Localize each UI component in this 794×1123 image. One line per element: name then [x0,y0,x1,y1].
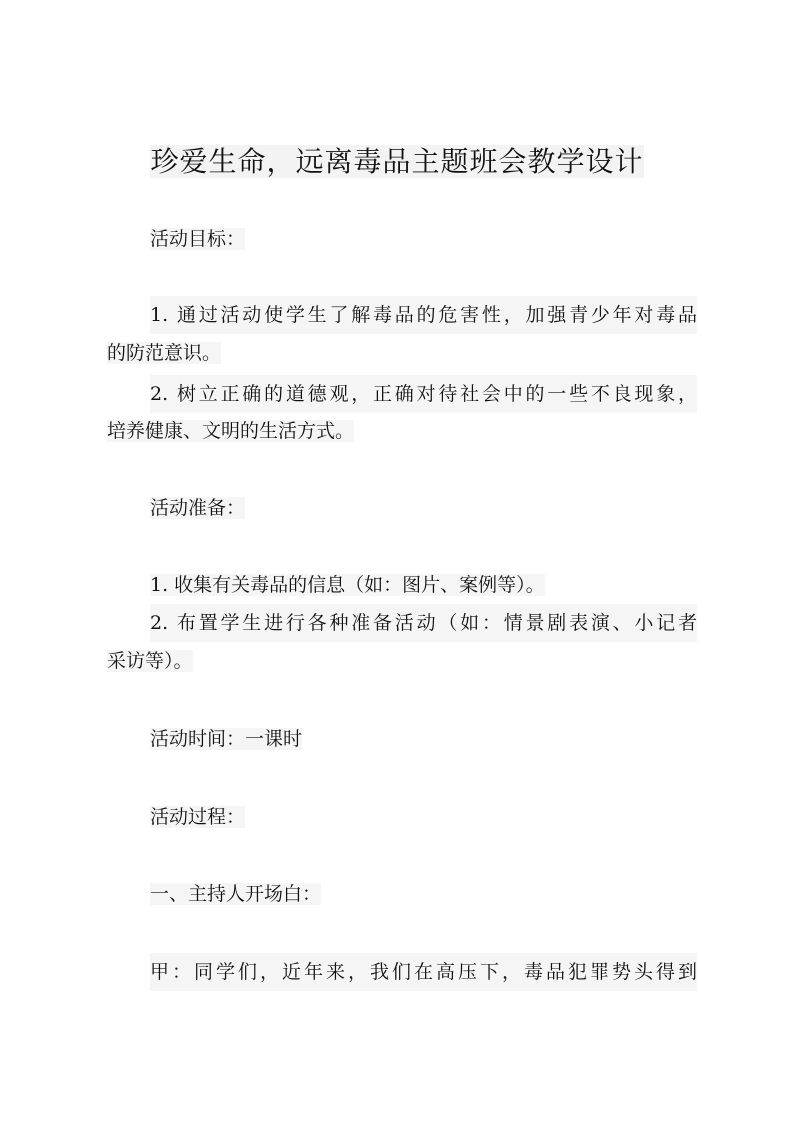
document-title-text: 珍爱生命，远离毒品主题班会教学设计 [150,145,644,178]
section-1-heading: 一、主持人开场白： [150,883,322,905]
goal-1-line-1: 1. 通过活动使学生了解毒品的危害性，加强青少年对毒品 [150,296,697,334]
time-line: 活动时间：一课时 [150,728,303,750]
prep-item-2-line-1: 2. 布置学生进行各种准备活动（如：情景剧表演、小记者 [150,604,697,642]
document-title [0,142,794,182]
prep-item-2-line-2: 采访等）。 [107,650,193,672]
process-heading: 活动过程： [150,806,246,828]
speech-line-1: 甲：同学们，近年来，我们在高压下，毒品犯罪势头得到 [150,953,697,991]
goals-heading: 活动目标： [150,228,246,250]
prep-item-1: 1. 收集有关毒品的信息（如：图片、案例等）。 [150,574,545,596]
prep-heading: 活动准备： [150,497,246,519]
goal-2-line-1: 2. 树立正确的道德观，正确对待社会中的一些不良现象， [150,375,697,413]
goal-1-line-2: 的防范意识。 [107,342,222,364]
goal-2-line-2: 培养健康、文明的生活方式。 [107,420,355,442]
